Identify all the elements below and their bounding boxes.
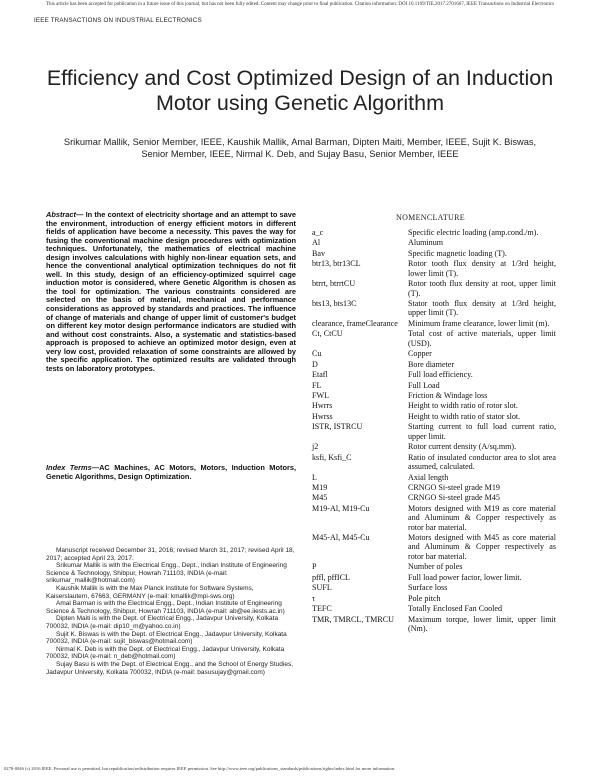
author-list: Srikumar Mallik, Senior Member, IEEE, Kaushik Mallik, Amal Barman, Dipten Maiti, Member, IEEE, Sujit K. Biswas, Senior Member, IEEE, Nirmal K. Deb, and Sujay Basu, Senior Member, IEEE [63, 137, 537, 159]
nomenclature-heading: NOMENCLATURE [396, 213, 465, 222]
nomenclature-row [312, 504, 556, 532]
footnote-paragraph: Sujit K. Biswas is with the Dept. of Electrical Engg., Jadavpur University, Kolkata 700032, INDIA (e-mail: sujit_biswas@hotmail.com) [46, 630, 287, 646]
footnote-paragraph: Kaushik Mallik is with the Max Planck Institute for Software Systems, Kaiserslautern, 67663, GERMANY (e-mail: kmallik@mpi-sws.org) [46, 584, 254, 600]
nomenclature-row [312, 349, 556, 358]
nomenclature-row [312, 615, 556, 634]
nomenclature-row [312, 360, 556, 369]
nomenclature-definition: Total cost of active materials, upper limit (USD). [408, 329, 556, 348]
nomenclature-symbol: Hwrrs [312, 401, 333, 411]
nomenclature-row [312, 238, 556, 247]
nomenclature-definition: Specific magnetic loading (T). [408, 248, 507, 258]
nomenclature-row [312, 299, 556, 318]
journal-name: IEEE TRANSACTIONS ON INDUSTRIAL ELECTRONICS [34, 17, 202, 24]
nomenclature-symbol: TEFC [312, 604, 332, 614]
nomenclature-row [312, 442, 556, 451]
copyright-footer: 0278-0046 (c) 2016 IEEE. Personal use is permitted, but republication/redistribution requires IEEE permission. See http://www.ieee.org/publications_standards/publications/rights/index.html for more information. [4, 766, 396, 771]
nomenclature-row [312, 422, 556, 441]
nomenclature-list [312, 228, 556, 634]
nomenclature-symbol: M19-Al, M19-Cu [312, 503, 370, 513]
nomenclature-definition: CRNGO Si-steel grade M45 [408, 493, 500, 503]
nomenclature-symbol: P [312, 562, 317, 572]
nomenclature-row [312, 604, 556, 613]
nomenclature-row [312, 259, 556, 278]
nomenclature-definition: Axial length [408, 472, 449, 482]
index-terms-label: Index Terms [46, 463, 92, 472]
nomenclature-definition: Motors designed with M45 as core material and Aluminum & Copper respectively as rotor bar material. [408, 533, 556, 561]
nomenclature-row [312, 381, 556, 390]
nomenclature-symbol: Bav [312, 248, 326, 258]
author-footnotes [46, 547, 296, 676]
nomenclature-definition: Minimum frame clearance, lower limit (m). [408, 318, 550, 328]
nomenclature-row [312, 391, 556, 400]
nomenclature-symbol: btr13, btr13CL [312, 259, 361, 269]
paper-title: Efficiency and Cost Optimized Design of an Induction Motor using Genetic Algorithm [46, 66, 554, 115]
prepublication-notice: This article has been accepted for publication in a future issue of this journal, but has not been fully edited. Content may change prior to final publication. Citation information: DOI 10.1109/TIE.2017.2701667, IEEE Transactions on Industrial Electronics [45, 2, 555, 7]
nomenclature-definition: Motors designed with M19 as core material and Aluminum & Copper respectively as rotor bar material. [408, 503, 556, 532]
nomenclature-definition: Bore diameter [408, 359, 455, 369]
nomenclature-row [312, 562, 556, 571]
index-terms-text: —AC Machines, AC Motors, Motors, Induction Motors, Genetic Algorithms, Design Optimization. [46, 463, 296, 481]
nomenclature-symbol: bts13, bts13C [312, 299, 357, 309]
nomenclature-symbol: D [312, 359, 318, 369]
footnote-paragraph: Nirmal K. Deb is with the Dept. of Electrical Engg., Jadavpur University, Kolkata 700032, INDIA (e-mail: n_deb@hotmail.com) [46, 645, 285, 661]
footnote-paragraph: Amal Barman is with the Electrical Engg., Dept., Indian Institute of Engineering Science & Technology, Shibpur, Howrah 711103, INDIA (e-mail: ab@ee.iiests.ac.in) [46, 600, 285, 615]
index-terms [46, 464, 296, 481]
abstract-label: Abstract [46, 210, 76, 219]
nomenclature-symbol: btrrt, btrrtCU [312, 279, 356, 289]
nomenclature-symbol: ISTR, ISTRCU [312, 422, 363, 432]
nomenclature-symbol: Cu [312, 349, 322, 359]
nomenclature-definition: Maximum torque, lower limit, upper limit (Nm). [408, 614, 556, 633]
nomenclature-definition: Totally Enclosed Fan Cooled [408, 604, 503, 614]
nomenclature-symbol: M19 [312, 482, 328, 492]
nomenclature-symbol: pffl, pffICL [312, 572, 350, 582]
nomenclature-symbol: Etafl [312, 370, 328, 380]
nomenclature-definition: Aluminum [408, 238, 444, 248]
nomenclature-row [312, 483, 556, 492]
nomenclature-symbol: τ [312, 593, 316, 603]
nomenclature-symbol: Ct, CtCU [312, 329, 343, 339]
nomenclature-row [312, 573, 556, 582]
footnote-paragraph: Dipten Maiti is with the Dept. of Electrical Engg., Jadavpur University, Kolkata 700032, INDIA (e-mail: dip10_m@yahoo.co.in) [46, 615, 279, 630]
nomenclature-row [312, 401, 556, 410]
nomenclature-symbol: clearance, frameClearance [312, 318, 398, 328]
nomenclature-row [312, 319, 556, 328]
footnote-paragraph: Manuscript received December 31, 2016; revised March 31, 2017; revised April 18, 2017; accepted April 23, 2017. [46, 547, 295, 562]
footnote-paragraph: Srikumar Mallik is with the Electrical Engg., Dept., Indian Institute of Engineering Science & Technology, Shibpur, Howrah 711103, INDIA (e-mail: srikumar_mallik@hotmail.com) [46, 562, 287, 585]
nomenclature-definition: Full load power factor, lower limit. [408, 572, 522, 582]
nomenclature-definition: Specific electric loading (amp.cond./m). [408, 228, 539, 237]
nomenclature-symbol: j2 [312, 442, 319, 452]
abstract-text: — In the context of electricity shortage and an attempt to save the environment, introduction of energy efficient motors in different fields of application have become a necessity. This paves the way for fusing the conventional machine design procedures with optimization techniques. Unfortunately, the mathematics of electrical machine design involves calculations with highly non-linear equation sets, and hence the conventional analytical optimization techniques do not fit well. In this study, design of an efficiency-optimized squirrel cage induction motor is considered, where Genetic Algorithm is chosen as the tool for optimization. The various constraints considered are selected on the basis of material, mechanical and performance considerations as approved by standards and practices. The influence of change of materials and change of upper limit of customer's budget on different key motor design performance indicators are studied with and without cost constraints. Also, a systematic and statistics-based approach is proposed to achieve an optimized motor design, even at very low cost, provided relaxation of some constraints are allowed by the specific application. The optimized results are validated through tests on laboratory prototypes. [46, 210, 296, 373]
nomenclature-definition: Pole pitch [408, 593, 441, 603]
nomenclature-row [312, 533, 556, 561]
nomenclature-symbol: Hwrss [312, 411, 333, 421]
nomenclature-definition: Full load efficiency. [408, 370, 473, 380]
nomenclature-definition: Height to width ratio of rotor slot. [408, 401, 518, 411]
nomenclature-definition: Stator tooth flux density at 1/3rd height, upper limit (T). [408, 299, 556, 318]
nomenclature-row [312, 370, 556, 379]
nomenclature-definition: Ratio of insulated conductor area to slot area assumed, calculated. [408, 452, 556, 472]
nomenclature-definition: Starting current to full load current ratio, upper limit. [408, 422, 556, 441]
nomenclature-symbol: L [312, 472, 317, 482]
nomenclature-symbol: a_c [312, 228, 324, 237]
nomenclature-symbol: Al [312, 238, 321, 248]
nomenclature-symbol: SUFL [312, 583, 332, 593]
nomenclature-definition: Full Load [408, 380, 440, 390]
nomenclature-definition: Number of poles [408, 562, 463, 572]
nomenclature-row [312, 329, 556, 348]
nomenclature-definition: Surface loss [408, 583, 448, 593]
nomenclature-symbol: TMR, TMRCL, TMRCU [312, 614, 395, 624]
nomenclature-definition: Rotor tooth flux density at 1/3rd height, lower limit (T). [408, 259, 556, 278]
nomenclature-row [312, 279, 556, 298]
abstract [46, 211, 296, 373]
nomenclature-definition: Height to width ratio of stator slot. [408, 411, 521, 421]
nomenclature-definition: CRNGO Si-steel grade M19 [408, 482, 500, 492]
nomenclature-row [312, 412, 556, 421]
nomenclature-definition: Friction & Windage loss [408, 391, 488, 400]
nomenclature-row [312, 453, 556, 472]
nomenclature-row [312, 228, 556, 237]
nomenclature-row [312, 594, 556, 603]
nomenclature-symbol: FWL [312, 391, 330, 400]
nomenclature-row [312, 583, 556, 592]
nomenclature-definition: Rotor current density (A/sq.mm). [408, 442, 517, 452]
nomenclature-row [312, 249, 556, 258]
nomenclature-symbol: FL [312, 380, 322, 390]
nomenclature-row [312, 493, 556, 502]
nomenclature-row [312, 473, 556, 482]
nomenclature-symbol: M45-Al, M45-Cu [312, 533, 370, 543]
nomenclature-symbol: ksfi, Ksfi_C [312, 452, 352, 462]
nomenclature-definition: Rotor tooth flux density at root, upper limit (T). [408, 279, 556, 298]
footnote-paragraph: Sujay Basu is with the Dept. of Electrical Engg., and the School of Energy Studies, Jadavpur University, Kolkata 700032, INDIA (e-mail: basusujay@gmail.com) [46, 660, 294, 676]
nomenclature-definition: Copper [408, 349, 432, 359]
nomenclature-symbol: M45 [312, 493, 328, 503]
